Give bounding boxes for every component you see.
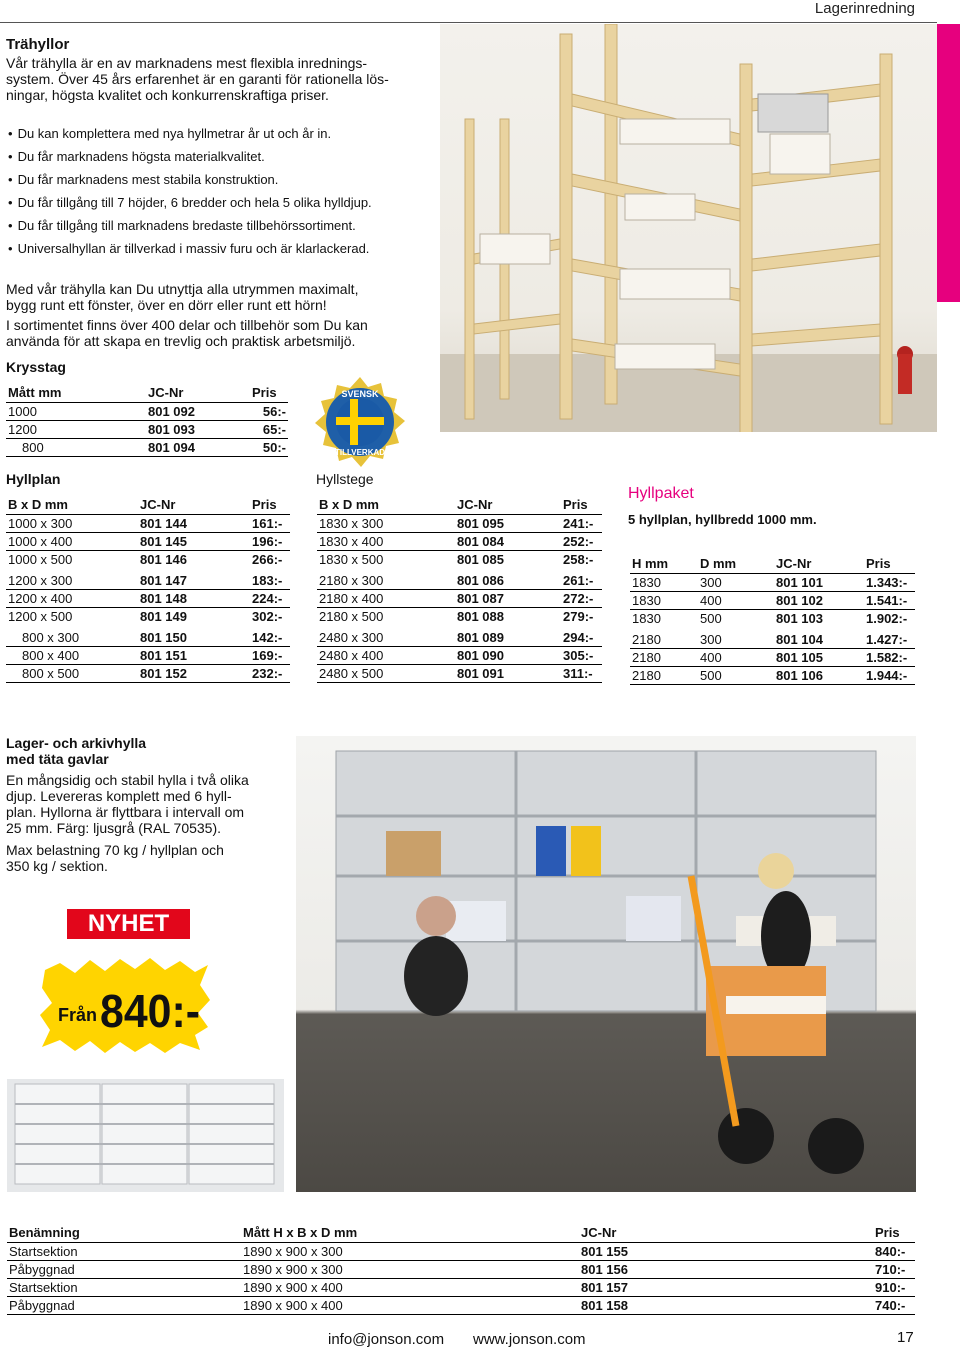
cell-price: 169:- xyxy=(250,646,290,664)
lager-description xyxy=(6,772,261,836)
trahyllor-para2 xyxy=(6,317,426,349)
list-item: • Du får marknadens högsta materialkvalitet. xyxy=(8,145,428,168)
table-row xyxy=(6,664,290,682)
cell-price: 272:- xyxy=(561,589,602,607)
cell-size: 1200 x 400 xyxy=(6,589,138,607)
lager-title xyxy=(6,735,146,767)
cell-height: 2180 xyxy=(630,629,698,649)
cell-size: 1890 x 900 x 300 xyxy=(241,1242,579,1260)
table-row xyxy=(6,532,290,550)
title-line: med täta gavlar xyxy=(6,751,109,767)
trahyllor-title: Trähyllor xyxy=(6,36,70,53)
hyllpaket-title: Hyllpaket xyxy=(628,485,694,502)
cell-price: 258:- xyxy=(561,550,602,570)
load-line: 350 kg / sektion. xyxy=(6,858,108,874)
cell-jcnr: 801 088 xyxy=(455,607,561,627)
column-header: H mm xyxy=(630,555,698,573)
cell-size: 2180 x 400 xyxy=(317,589,455,607)
column-header: Pris xyxy=(250,384,288,402)
column-header: JC-Nr xyxy=(455,496,561,514)
table-row xyxy=(630,666,915,684)
cell-price: 183:- xyxy=(250,570,290,590)
cell-depth: 500 xyxy=(698,609,774,629)
cell-depth: 300 xyxy=(698,629,774,649)
table-row xyxy=(317,627,602,647)
desc-line: djup. Levereras komplett med 6 hyll- xyxy=(6,788,232,804)
list-item: • Du får marknadens mest stabila konstruktion. xyxy=(8,168,428,191)
table-row xyxy=(7,1278,915,1296)
table-row xyxy=(317,607,602,627)
cell-jcnr: 801 105 xyxy=(774,648,864,666)
cell-size: 800 x 300 xyxy=(6,627,138,647)
desc-line: En mångsidig och stabil hylla i två olika xyxy=(6,772,249,788)
table-row xyxy=(630,629,915,649)
cell-price: 261:- xyxy=(561,570,602,590)
cell-length: 800 xyxy=(6,438,146,456)
cell-jcnr: 801 158 xyxy=(579,1296,873,1314)
cell-depth: 400 xyxy=(698,648,774,666)
cell-size: 1830 x 400 xyxy=(317,532,455,550)
cell-jcnr: 801 094 xyxy=(146,438,250,456)
cell-jcnr: 801 146 xyxy=(138,550,250,570)
cell-price: 710:- xyxy=(873,1260,915,1278)
table-row xyxy=(317,514,602,532)
accent-bar xyxy=(937,24,960,302)
intro-line: system. Över 45 års erfarenhet är en garanti för rationella lös- xyxy=(6,71,389,87)
intro-line: Vår trähylla är en av marknadens mest flexibla inrednings- xyxy=(6,55,368,71)
table-row xyxy=(317,570,602,590)
cell-height: 2180 xyxy=(630,666,698,684)
column-header: JC-Nr xyxy=(138,496,250,514)
cell-jcnr: 801 155 xyxy=(579,1242,873,1260)
table-row xyxy=(317,532,602,550)
cell-price: 305:- xyxy=(561,646,602,664)
table-row xyxy=(6,627,290,647)
feature-list xyxy=(8,122,428,260)
cell-price: 1.902:- xyxy=(864,609,915,629)
table-row xyxy=(630,573,915,591)
cell-length: 1200 xyxy=(6,420,146,438)
wooden-shelf-photo xyxy=(440,24,937,432)
cell-price: 142:- xyxy=(250,627,290,647)
table-row xyxy=(6,514,290,532)
table-row xyxy=(317,550,602,570)
footer-website[interactable]: www.jonson.com xyxy=(473,1331,586,1348)
cell-height: 2180 xyxy=(630,648,698,666)
lager-load xyxy=(6,842,261,874)
table-row xyxy=(6,646,290,664)
hyllstege-title: Hyllstege xyxy=(316,471,374,487)
cell-size: 2480 x 300 xyxy=(317,627,455,647)
section-header: Lagerinredning xyxy=(814,0,915,17)
svensk-tillverkad-badge xyxy=(312,375,408,471)
cell-size: 1000 x 500 xyxy=(6,550,138,570)
column-header: JC-Nr xyxy=(579,1224,873,1242)
cell-price: 302:- xyxy=(250,607,290,627)
para-line: Med vår trähylla kan Du utnyttja alla utrymmen maximalt, xyxy=(6,281,359,297)
column-header: Pris xyxy=(561,496,602,514)
table-row xyxy=(630,609,915,629)
cell-price: 1.944:- xyxy=(864,666,915,684)
hyllpaket-table xyxy=(630,555,915,685)
cell-size: 800 x 400 xyxy=(6,646,138,664)
table-row xyxy=(7,1260,915,1278)
list-item: • Universalhyllan är tillverkad i massiv furu och är klarlackerad. xyxy=(8,237,428,260)
column-header: B x D mm xyxy=(6,496,138,514)
trahyllor-para1 xyxy=(6,281,426,313)
fran-label: Från xyxy=(58,1005,98,1025)
cell-size: 1200 x 500 xyxy=(6,607,138,627)
cell-size: 1890 x 900 x 400 xyxy=(241,1296,579,1314)
cell-jcnr: 801 151 xyxy=(138,646,250,664)
table-row xyxy=(6,438,288,456)
cell-price: 56:- xyxy=(250,402,288,420)
footer-email[interactable]: info@jonson.com xyxy=(328,1331,445,1348)
cell-jcnr: 801 092 xyxy=(146,402,250,420)
cell-jcnr: 801 156 xyxy=(579,1260,873,1278)
intro-line: ningar, högsta kvalitet och konkurrenskraftiga priser. xyxy=(6,87,329,103)
title-line: Lager- och arkivhylla xyxy=(6,735,147,751)
cell-jcnr: 801 086 xyxy=(455,570,561,590)
cell-size: 1000 x 300 xyxy=(6,514,138,532)
cell-jcnr: 801 152 xyxy=(138,664,250,682)
column-header: Pris xyxy=(873,1224,915,1242)
nyhet-badge: NYHET xyxy=(67,909,190,939)
cell-jcnr: 801 149 xyxy=(138,607,250,627)
column-header: Pris xyxy=(250,496,290,514)
cell-depth: 500 xyxy=(698,666,774,684)
table-row xyxy=(6,589,290,607)
cell-name: Startsektion xyxy=(7,1278,241,1296)
table-row xyxy=(7,1296,915,1314)
table-row xyxy=(317,589,602,607)
cell-jcnr: 801 087 xyxy=(455,589,561,607)
cell-price: 910:- xyxy=(873,1278,915,1296)
table-row xyxy=(6,550,290,570)
desc-line: 25 mm. Färg: ljusgrå (RAL 70535). xyxy=(6,820,222,836)
price-burst xyxy=(40,955,210,1055)
cell-price: 241:- xyxy=(561,514,602,532)
badge-text-top: SVENSK xyxy=(341,389,379,399)
hyllstege-table xyxy=(317,496,602,683)
table-row xyxy=(7,1242,915,1260)
para-line: använda för att skapa en trevlig och praktisk arbetsmiljö. xyxy=(6,333,356,349)
cell-jcnr: 801 144 xyxy=(138,514,250,532)
cell-jcnr: 801 091 xyxy=(455,664,561,682)
cell-price: 1.427:- xyxy=(864,629,915,649)
cell-price: 740:- xyxy=(873,1296,915,1314)
cell-jcnr: 801 090 xyxy=(455,646,561,664)
cell-price: 65:- xyxy=(250,420,288,438)
cell-jcnr: 801 145 xyxy=(138,532,250,550)
cell-jcnr: 801 150 xyxy=(138,627,250,647)
cell-jcnr: 801 095 xyxy=(455,514,561,532)
cell-size: 1000 x 400 xyxy=(6,532,138,550)
cell-price: 232:- xyxy=(250,664,290,682)
cell-price: 1.582:- xyxy=(864,648,915,666)
hyllplan-title: Hyllplan xyxy=(6,471,61,487)
cell-length: 1000 xyxy=(6,402,146,420)
cell-jcnr: 801 147 xyxy=(138,570,250,590)
cell-size: 1890 x 900 x 300 xyxy=(241,1260,579,1278)
cell-depth: 400 xyxy=(698,591,774,609)
cell-depth: 300 xyxy=(698,573,774,591)
column-header: JC-Nr xyxy=(774,555,864,573)
desc-line: plan. Hyllorna är flyttbara i intervall om xyxy=(6,804,245,820)
cell-height: 1830 xyxy=(630,573,698,591)
column-header: JC-Nr xyxy=(146,384,250,402)
column-header: Benämning xyxy=(7,1224,241,1242)
cell-price: 311:- xyxy=(561,664,602,682)
cell-jcnr: 801 089 xyxy=(455,627,561,647)
cell-size: 2180 x 500 xyxy=(317,607,455,627)
cell-jcnr: 801 093 xyxy=(146,420,250,438)
cell-name: Startsektion xyxy=(7,1242,241,1260)
table-row xyxy=(317,664,602,682)
column-header: B x D mm xyxy=(317,496,455,514)
cell-size: 1830 x 300 xyxy=(317,514,455,532)
column-header: Pris xyxy=(864,555,915,573)
cell-jcnr: 801 157 xyxy=(579,1278,873,1296)
krysstag-table xyxy=(6,384,288,457)
lager-table xyxy=(7,1224,915,1315)
table-row xyxy=(630,648,915,666)
krysstag-title: Krysstag xyxy=(6,359,66,375)
archive-shelf-photo xyxy=(296,736,916,1192)
hyllplan-table xyxy=(6,496,290,683)
metal-shelf-photo xyxy=(7,1079,284,1192)
para-line: I sortimentet finns över 400 delar och tillbehör som Du kan xyxy=(6,317,368,333)
para-line: bygg runt ett fönster, över en dörr eller runt ett hörn! xyxy=(6,297,327,313)
table-row xyxy=(6,402,288,420)
price-big: 840:- xyxy=(100,985,200,1037)
cell-jcnr: 801 085 xyxy=(455,550,561,570)
trahyllor-intro xyxy=(6,55,416,103)
cell-name: Påbyggnad xyxy=(7,1296,241,1314)
header-rule xyxy=(0,22,937,23)
column-header: D mm xyxy=(698,555,774,573)
cell-jcnr: 801 084 xyxy=(455,532,561,550)
cell-jcnr: 801 104 xyxy=(774,629,864,649)
cell-price: 1.343:- xyxy=(864,573,915,591)
cell-price: 266:- xyxy=(250,550,290,570)
list-item: • Du får tillgång till 7 höjder, 6 bredder och hela 5 olika hylldjup. xyxy=(8,191,428,214)
table-row xyxy=(6,420,288,438)
list-item: • Du kan komplettera med nya hyllmetrar år ut och år in. xyxy=(8,122,428,145)
table-row xyxy=(6,570,290,590)
cell-jcnr: 801 102 xyxy=(774,591,864,609)
cell-size: 2480 x 500 xyxy=(317,664,455,682)
cell-price: 196:- xyxy=(250,532,290,550)
cell-size: 1890 x 900 x 400 xyxy=(241,1278,579,1296)
cell-height: 1830 xyxy=(630,591,698,609)
cell-size: 800 x 500 xyxy=(6,664,138,682)
cell-price: 50:- xyxy=(250,438,288,456)
column-header: Mått H x B x D mm xyxy=(241,1224,579,1242)
cell-name: Påbyggnad xyxy=(7,1260,241,1278)
cell-price: 279:- xyxy=(561,607,602,627)
column-header: Mått mm xyxy=(6,384,146,402)
list-item: • Du får tillgång till marknadens bredaste tillbehörssortiment. xyxy=(8,214,428,237)
load-line: Max belastning 70 kg / hyllplan och xyxy=(6,842,224,858)
cell-jcnr: 801 106 xyxy=(774,666,864,684)
cell-jcnr: 801 103 xyxy=(774,609,864,629)
cell-price: 252:- xyxy=(561,532,602,550)
cell-size: 2180 x 300 xyxy=(317,570,455,590)
cell-price: 1.541:- xyxy=(864,591,915,609)
cell-size: 2480 x 400 xyxy=(317,646,455,664)
cell-jcnr: 801 148 xyxy=(138,589,250,607)
cell-price: 224:- xyxy=(250,589,290,607)
page-number: 17 xyxy=(897,1329,914,1346)
cell-jcnr: 801 101 xyxy=(774,573,864,591)
table-row xyxy=(630,591,915,609)
hyllpaket-subtitle: 5 hyllplan, hyllbredd 1000 mm. xyxy=(628,512,817,527)
cell-price: 840:- xyxy=(873,1242,915,1260)
cell-price: 161:- xyxy=(250,514,290,532)
cell-size: 1200 x 300 xyxy=(6,570,138,590)
cell-height: 1830 xyxy=(630,609,698,629)
badge-text-bottom: TILLVERKAD xyxy=(334,448,386,457)
cell-size: 1830 x 500 xyxy=(317,550,455,570)
table-row xyxy=(6,607,290,627)
table-row xyxy=(317,646,602,664)
cell-price: 294:- xyxy=(561,627,602,647)
